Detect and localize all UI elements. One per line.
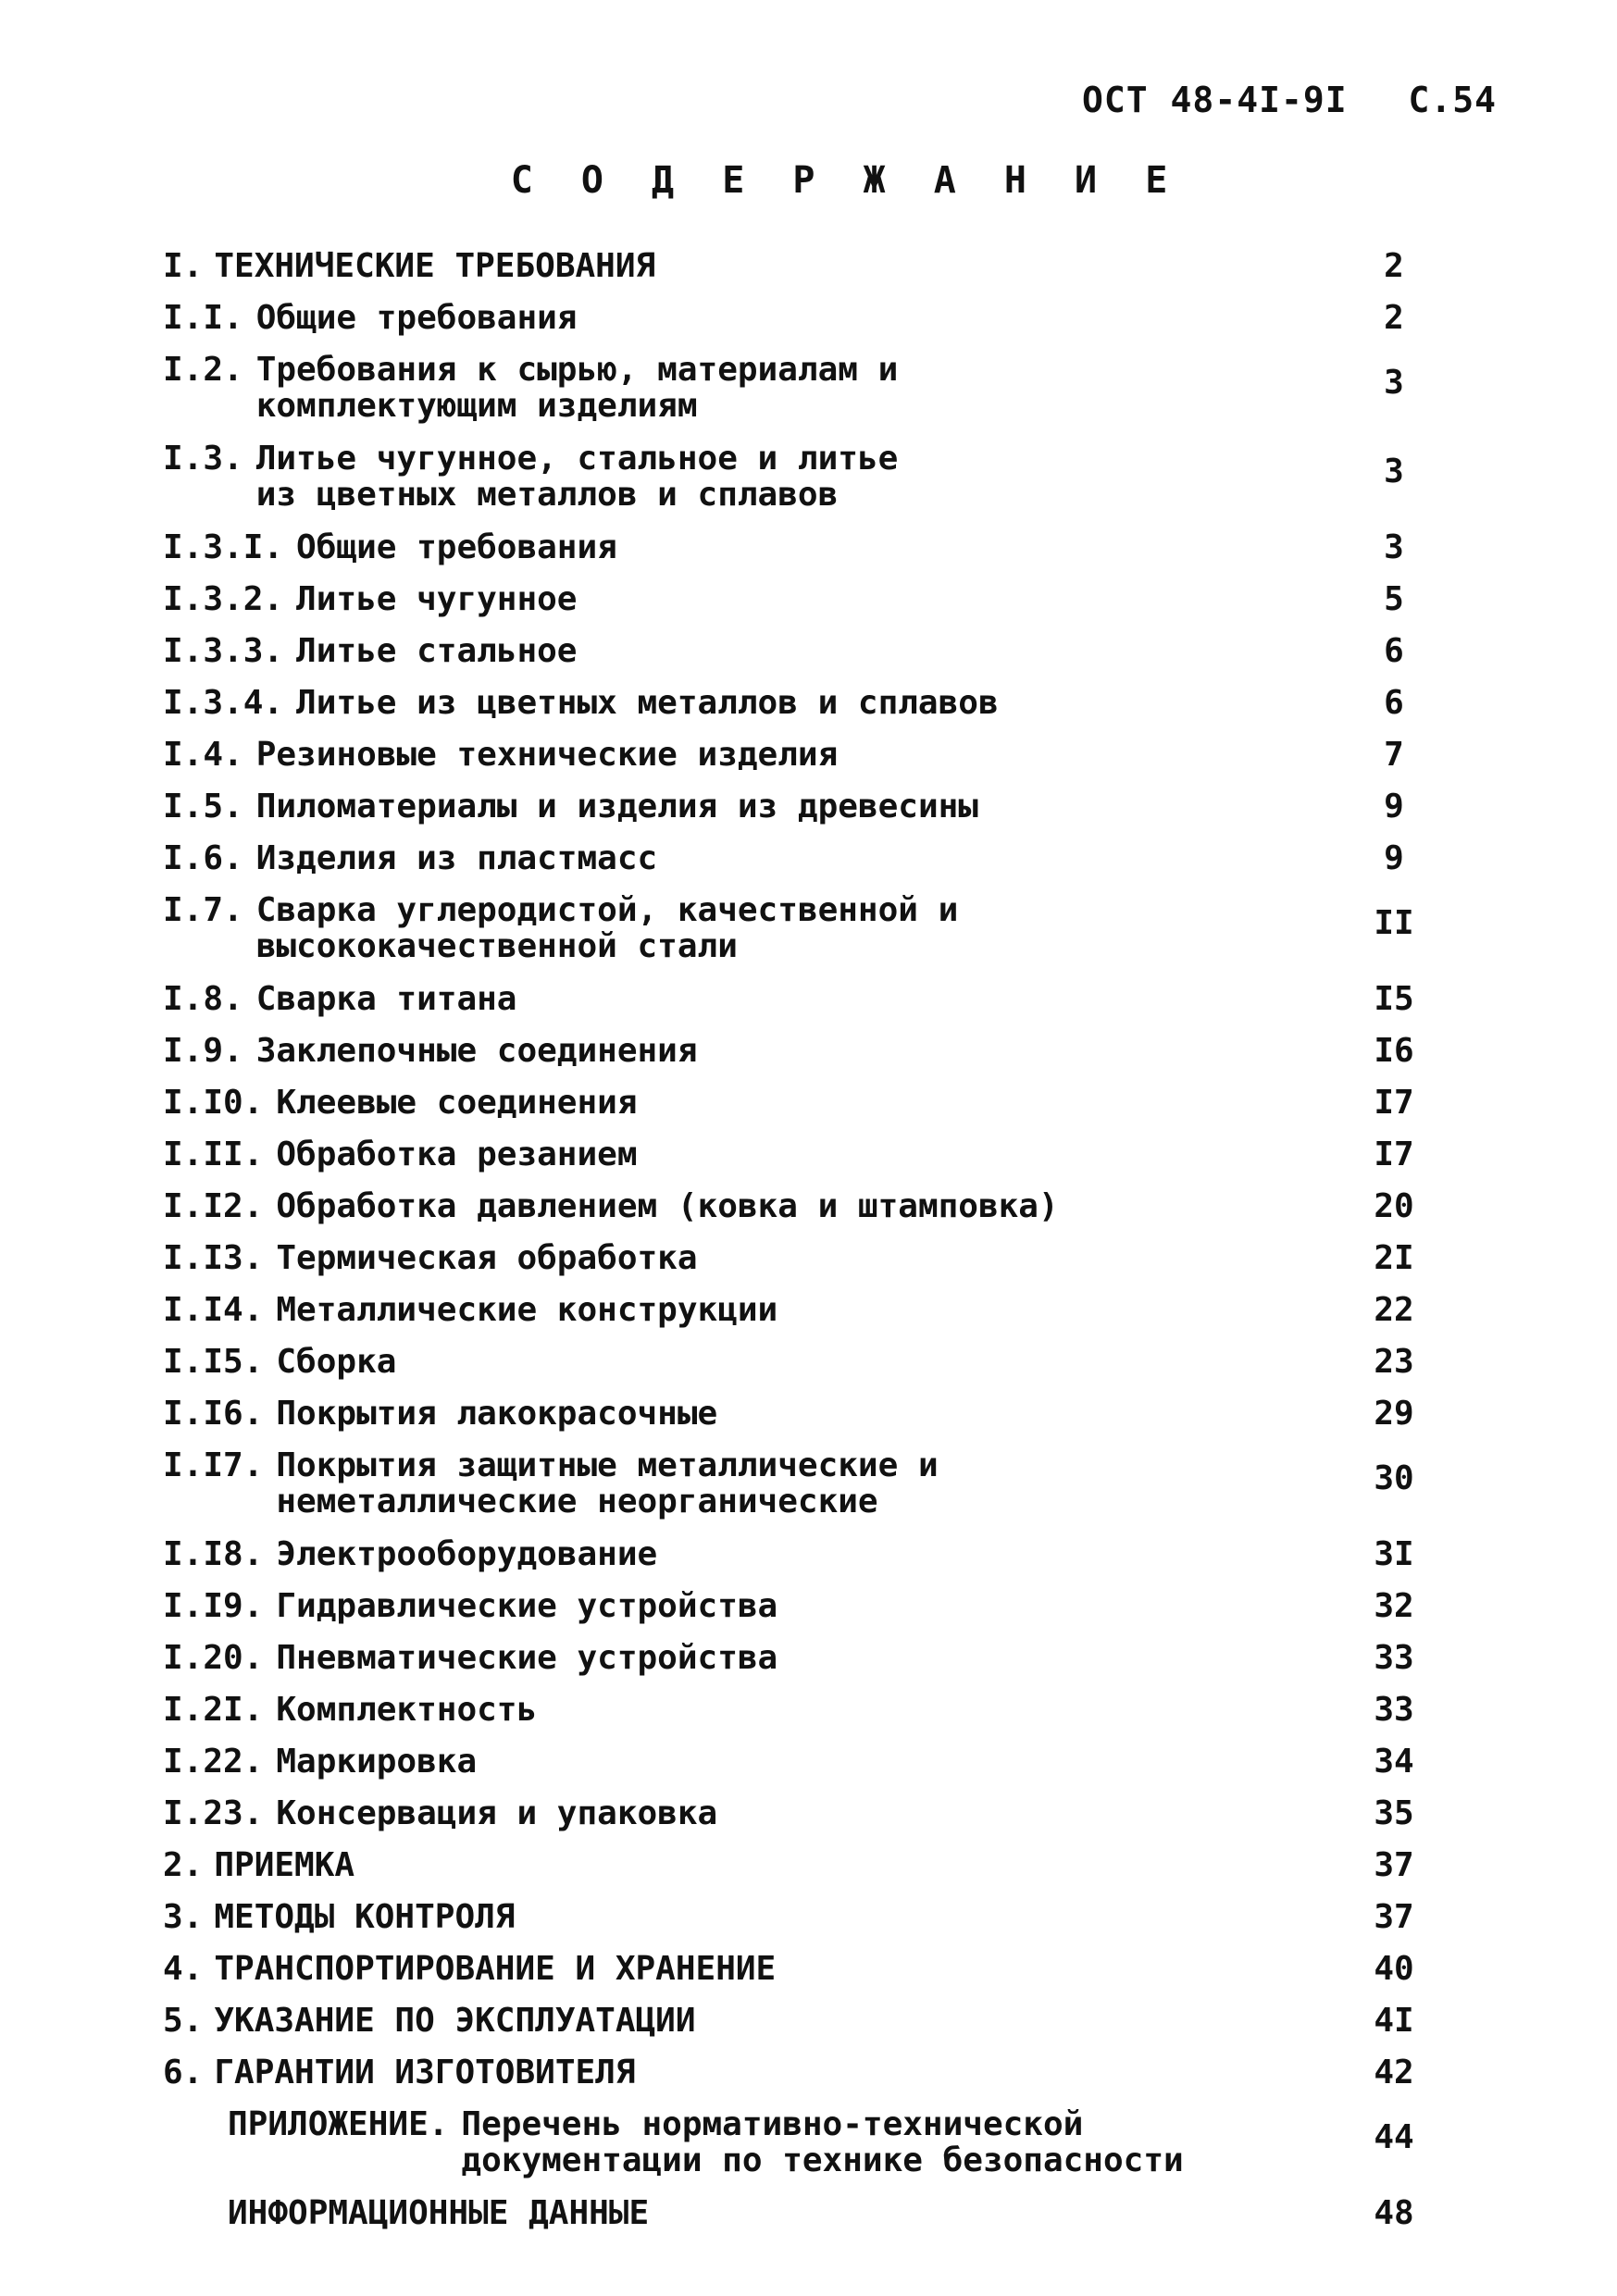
toc-entry-title: ГАРАНТИИ ИЗГОТОВИТЕЛЯ	[214, 2054, 636, 2091]
toc-entry[interactable]	[163, 1899, 1431, 1936]
toc-entry-number: 6.	[163, 2054, 204, 2091]
info-text: ИНФОРМАЦИОННЫЕ ДАННЫЕ	[228, 2194, 650, 2232]
toc-entry-page: 22	[1374, 1291, 1414, 1329]
toc-entry-number: I.7.	[163, 891, 243, 929]
toc-entry-page: 3	[1384, 364, 1404, 402]
toc-entry-page: 2	[1384, 247, 1404, 285]
toc-entry-title: Сварка титана	[255, 980, 517, 1018]
toc-entry-number: I.3.2.	[163, 580, 284, 618]
toc-entry[interactable]	[163, 1744, 1431, 1781]
toc-entry-title: Литье чугунное, стальное и литье из цветных металлов и сплавов	[255, 440, 899, 514]
toc-entry[interactable]	[163, 1292, 1431, 1329]
toc-entry-number: 3.	[163, 1898, 204, 1936]
toc-entry-title: Металлические конструкции	[276, 1291, 778, 1329]
contents-title: С О Д Е Р Ж А Н И Е	[510, 159, 1181, 202]
toc-entry-number: I.3.	[163, 440, 243, 478]
toc-entry-page: 33	[1374, 1691, 1414, 1729]
toc-entry[interactable]	[163, 1136, 1431, 1173]
toc-entry-number: I.	[163, 247, 204, 285]
toc-list	[163, 248, 1431, 2091]
toc-entry[interactable]	[163, 2054, 1431, 2091]
toc-entry-page: 2	[1384, 299, 1404, 337]
toc-entry-number: I.II.	[163, 1136, 264, 1173]
toc-entry-number: I.I2.	[163, 1187, 264, 1225]
toc-entry-page: 30	[1374, 1459, 1414, 1497]
toc-entry-page: II	[1374, 904, 1414, 942]
toc-entry-page: I7	[1374, 1084, 1414, 1122]
toc-entry-page: 3	[1384, 453, 1404, 490]
table-of-contents	[163, 248, 1431, 2247]
toc-entry[interactable]	[163, 1447, 1431, 1521]
toc-entry-page: 7	[1384, 736, 1404, 774]
toc-entry-page: 2I	[1374, 1239, 1414, 1277]
toc-entry-title: Сборка	[276, 1343, 397, 1381]
toc-entry[interactable]	[163, 892, 1431, 966]
toc-entry[interactable]	[163, 1344, 1431, 1381]
toc-entry-number: I.2.	[163, 351, 243, 389]
toc-entry-title: Сварка углеродистой, качественной и высококачественной стали	[255, 891, 959, 965]
toc-entry[interactable]	[163, 981, 1431, 1018]
toc-entry-number: I.5.	[163, 788, 243, 825]
toc-entry-title: Общие требования	[255, 299, 578, 337]
toc-entry[interactable]	[163, 633, 1431, 670]
toc-entry-number: I.4.	[163, 736, 243, 774]
toc-entry-title: Литье стальное	[296, 632, 578, 670]
toc-entry-info[interactable]	[163, 2195, 1431, 2232]
toc-entry-title: УКАЗАНИЕ ПО ЭКСПЛУАТАЦИИ	[214, 2002, 696, 2040]
toc-entry-number: I.I5.	[163, 1343, 264, 1381]
appendix-page: 44	[1374, 2118, 1414, 2156]
toc-entry[interactable]	[163, 685, 1431, 722]
toc-entry-page: 3	[1384, 528, 1404, 566]
toc-entry-number: I.I3.	[163, 1239, 264, 1277]
toc-entry-page: 42	[1374, 2054, 1414, 2091]
toc-entry-title: Электрооборудование	[276, 1535, 658, 1573]
toc-entry-number: I.I0.	[163, 1084, 264, 1122]
toc-entry-number: I.I.	[163, 299, 243, 337]
toc-entry-page: 9	[1384, 788, 1404, 825]
toc-entry-number: I.20.	[163, 1639, 264, 1677]
toc-entry-page: 37	[1374, 1898, 1414, 1936]
toc-entry-number: I.I9.	[163, 1587, 264, 1625]
toc-entry-title: Резиновые технические изделия	[255, 736, 839, 774]
toc-entry-title: Общие требования	[296, 528, 617, 566]
toc-entry[interactable]	[163, 2003, 1431, 2040]
toc-entry-number: I.I6.	[163, 1395, 264, 1433]
toc-entry-number: I.I7.	[163, 1446, 264, 1484]
appendix-text: Перечень нормативно-технической документации по технике безопасности	[461, 2105, 1184, 2179]
toc-entry-page: 4I	[1374, 2002, 1414, 2040]
toc-entry-title: Обработка резанием	[276, 1136, 638, 1173]
toc-entry[interactable]	[163, 737, 1431, 774]
toc-entry-title: ТРАНСПОРТИРОВАНИЕ И ХРАНЕНИЕ	[214, 1950, 777, 1988]
toc-entry[interactable]	[163, 1033, 1431, 1070]
toc-entry[interactable]	[163, 1240, 1431, 1277]
toc-entry-title: Термическая обработка	[276, 1239, 698, 1277]
toc-entry-page: I5	[1374, 980, 1414, 1018]
toc-entry[interactable]	[163, 1588, 1431, 1625]
toc-entry-page: 34	[1374, 1743, 1414, 1781]
toc-entry-page: 3I	[1374, 1535, 1414, 1573]
toc-entry-page: 20	[1374, 1187, 1414, 1225]
toc-entry-page: 35	[1374, 1794, 1414, 1832]
toc-entry-title: Маркировка	[276, 1743, 478, 1781]
toc-entry[interactable]	[163, 352, 1431, 426]
toc-entry-number: I.8.	[163, 980, 243, 1018]
toc-entry[interactable]	[163, 840, 1431, 877]
toc-entry[interactable]	[163, 300, 1431, 337]
toc-entry[interactable]	[163, 788, 1431, 825]
toc-entry-appendix[interactable]	[163, 2106, 1431, 2180]
toc-entry-title: Требования к сырью, материалам и комплектующим изделиям	[255, 351, 899, 425]
toc-entry-number: I.6.	[163, 839, 243, 877]
toc-entry[interactable]	[163, 1640, 1431, 1677]
toc-entry-title: Покрытия лакокрасочные	[276, 1395, 718, 1433]
toc-entry-title: Пневматические устройства	[276, 1639, 778, 1677]
toc-entry-number: I.22.	[163, 1743, 264, 1781]
document-code: ОСТ 48-4I-9I	[1082, 80, 1348, 120]
toc-entry-number: I.3.I.	[163, 528, 284, 566]
toc-entry-title: Заклепочные соединения	[255, 1032, 698, 1070]
toc-entry-page: 33	[1374, 1639, 1414, 1677]
toc-entry[interactable]	[163, 1951, 1431, 1988]
toc-entry-page: 6	[1384, 684, 1404, 722]
toc-entry-page: 40	[1374, 1950, 1414, 1988]
toc-entry-title: ТЕХНИЧЕСКИЕ ТРЕБОВАНИЯ	[214, 247, 656, 285]
toc-entry-number: I.3.4.	[163, 684, 284, 722]
toc-entry-page: 29	[1374, 1395, 1414, 1433]
toc-entry-title: Комплектность	[276, 1691, 538, 1729]
toc-entry-number: I.I8.	[163, 1535, 264, 1573]
toc-entry-number: I.3.3.	[163, 632, 284, 670]
toc-entry-page: I6	[1374, 1032, 1414, 1070]
toc-entry[interactable]	[163, 1795, 1431, 1832]
toc-entry-title: Литье чугунное	[296, 580, 578, 618]
toc-entry-page: 23	[1374, 1343, 1414, 1381]
toc-entry-page: 32	[1374, 1587, 1414, 1625]
page-header	[1082, 80, 1497, 120]
toc-entry[interactable]	[163, 1085, 1431, 1122]
toc-entry-number: I.23.	[163, 1794, 264, 1832]
toc-entry-number: 5.	[163, 2002, 204, 2040]
toc-entry-title: Пиломатериалы и изделия из древесины	[255, 788, 978, 825]
toc-entry[interactable]	[163, 441, 1431, 515]
toc-entry[interactable]	[163, 1692, 1431, 1729]
toc-entry-page: 37	[1374, 1846, 1414, 1884]
toc-entry-title: ПРИЕМКА	[214, 1846, 355, 1884]
toc-entry-number: 4.	[163, 1950, 204, 1988]
toc-entry-title: Гидравлические устройства	[276, 1587, 778, 1625]
toc-entry-title: Консервация и упаковка	[276, 1794, 718, 1832]
toc-entry[interactable]	[163, 248, 1431, 285]
toc-entry-title: МЕТОДЫ КОНТРОЛЯ	[214, 1898, 516, 1936]
toc-entry[interactable]	[163, 529, 1431, 566]
toc-entry[interactable]	[163, 1847, 1431, 1884]
toc-entry[interactable]	[163, 1536, 1431, 1573]
toc-entry-page: 9	[1384, 839, 1404, 877]
page-number-label: С.54	[1408, 80, 1497, 120]
toc-entry-number: 2.	[163, 1846, 204, 1884]
toc-entry-number: I.9.	[163, 1032, 243, 1070]
toc-entry-page: I7	[1374, 1136, 1414, 1173]
toc-entry-number: I.2I.	[163, 1691, 264, 1729]
toc-entry-page: 6	[1384, 632, 1404, 670]
toc-entry-title: Покрытия защитные металлические и неметаллические неорганические	[276, 1446, 939, 1520]
info-page: 48	[1374, 2194, 1414, 2232]
toc-entry[interactable]	[163, 581, 1431, 618]
toc-entry-number: I.I4.	[163, 1291, 264, 1329]
toc-entry-title: Обработка давлением (ковка и штамповка)	[276, 1187, 1059, 1225]
toc-entry[interactable]	[163, 1188, 1431, 1225]
toc-entry-title: Клеевые соединения	[276, 1084, 638, 1122]
toc-entry-page: 5	[1384, 580, 1404, 618]
toc-entry[interactable]	[163, 1396, 1431, 1433]
appendix-label: ПРИЛОЖЕНИЕ.	[228, 2105, 449, 2143]
toc-entry-title: Литье из цветных металлов и сплавов	[296, 684, 999, 722]
toc-entry-title: Изделия из пластмасс	[255, 839, 658, 877]
